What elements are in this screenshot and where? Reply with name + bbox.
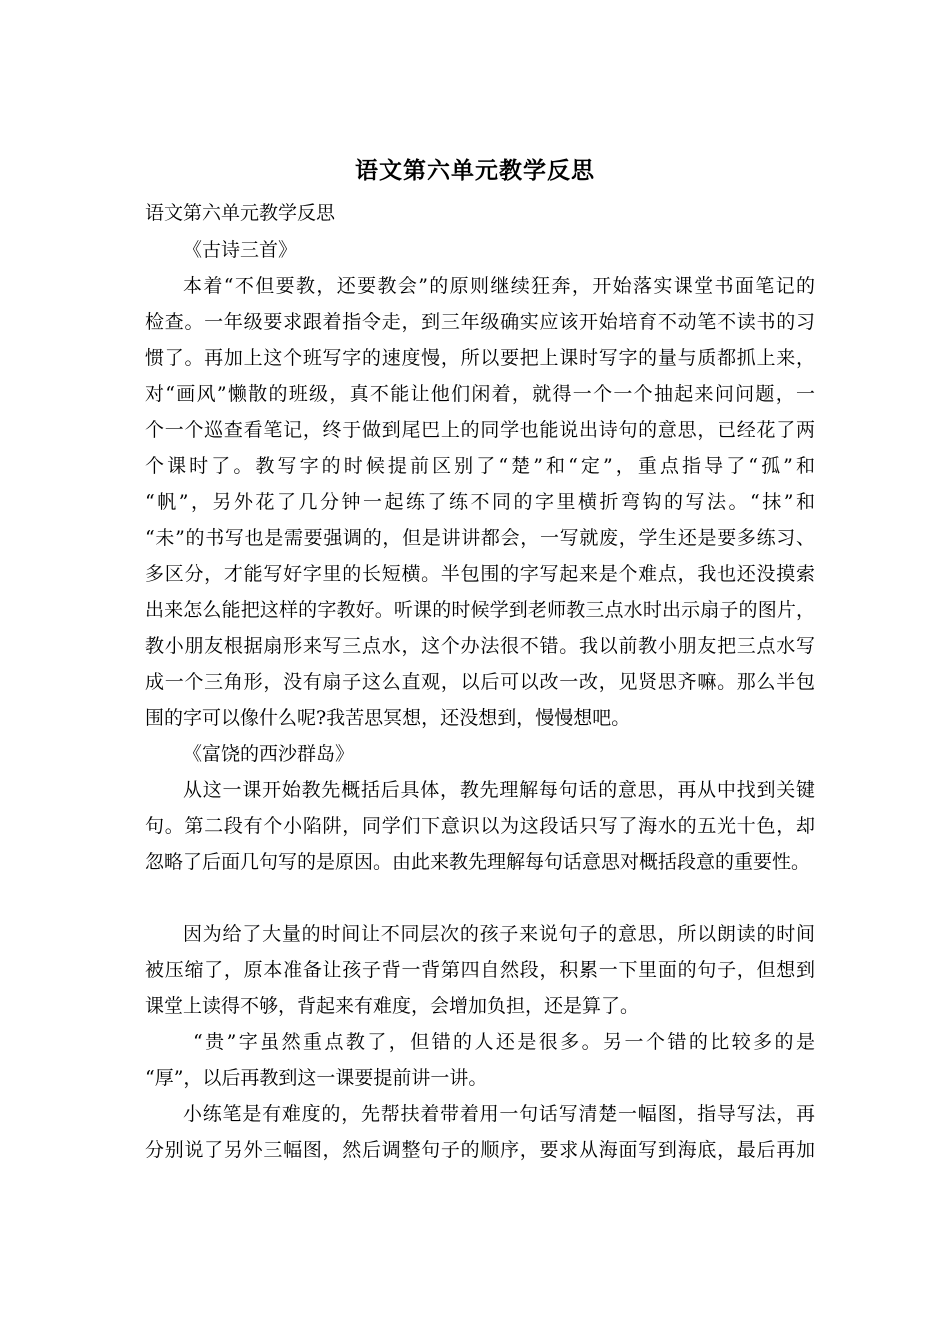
paragraph-line: “贵”字虽然重点教了，但错的人还是很多。另一个错的比较多的是 <box>193 1031 815 1053</box>
section-heading-poems: 《古诗三首》 <box>183 239 298 261</box>
paragraph-line: “帆”，另外花了几分钟一起练了练不同的字里横折弯钩的写法。“抹”和 <box>145 491 815 513</box>
paragraph-line: 从这一课开始教先概括后具体，教先理解每句话的意思，再从中找到关键 <box>183 779 815 801</box>
paragraph-line: 课堂上读得不够，背起来有难度，会增加负担，还是算了。 <box>145 995 640 1017</box>
paragraph-line: 对“画风”懒散的班级，真不能让他们闲着，就得一个一个抽起来问问题，一 <box>145 383 815 405</box>
paragraph-line: 教小朋友根据扇形来写三点水，这个办法很不错。我以前教小朋友把三点水写 <box>145 635 815 657</box>
paragraph-line: “未”的书写也是需要强调的，但是讲讲都会，一写就废，学生还是要多练习、 <box>145 527 815 549</box>
paragraph-line: 句。第二段有个小陷阱，同学们下意识以为这段话只写了海水的五光十色，却 <box>145 815 815 837</box>
paragraph-line: 个一个巡查看笔记，终于做到尾巴上的同学也能说出诗句的意思，已经花了两 <box>145 419 815 441</box>
section-heading-xisha: 《富饶的西沙群岛》 <box>183 743 355 765</box>
paragraph-line: 忽略了后面几句写的是原因。由此来教先理解每句话意思对概括段意的重要性。 <box>145 851 811 873</box>
paragraph-line: 本着“不但要教，还要教会”的原则继续狂奔，开始落实课堂书面笔记的 <box>183 275 815 297</box>
paragraph-line: “厚”，以后再教到这一课要提前讲一讲。 <box>145 1067 488 1089</box>
paragraph-line: 出来怎么能把这样的字教好。听课的时候学到老师教三点水时出示扇子的图片， <box>145 599 815 621</box>
paragraph-line: 成一个三角形，没有扇子这么直观，以后可以改一改，见贤思齐嘛。那么半包 <box>145 671 815 693</box>
paragraph-line: 分别说了另外三幅图，然后调整句子的顺序，要求从海面写到海底，最后再加 <box>145 1139 815 1161</box>
paragraph-line: 惯了。再加上这个班写字的速度慢，所以要把上课时写字的量与质都抓上来， <box>145 347 815 369</box>
subtitle-line: 语文第六单元教学反思 <box>145 202 336 224</box>
paragraph-line: 因为给了大量的时间让不同层次的孩子来说句子的意思，所以朗读的时间 <box>183 923 815 945</box>
paragraph-line: 被压缩了，原本准备让孩子背一背第四自然段，积累一下里面的句子，但想到 <box>145 959 815 981</box>
paragraph-line: 个课时了。教写字的时候提前区别了“楚”和“定”，重点指导了“孤”和 <box>145 455 815 477</box>
document-title: 语文第六单元教学反思 <box>355 157 595 184</box>
paragraph-line: 检查。一年级要求跟着指令走，到三年级确实应该开始培育不动笔不读书的习 <box>145 311 815 333</box>
paragraph-line: 围的字可以像什么呢?我苦思冥想，还没想到，慢慢想吧。 <box>145 707 631 729</box>
paragraph-line: 小练笔是有难度的，先帮扶着带着用一句话写清楚一幅图，指导写法，再 <box>183 1103 815 1125</box>
paragraph-line: 多区分，才能写好字里的长短横。半包围的字写起来是个难点，我也还没摸索 <box>145 563 815 585</box>
